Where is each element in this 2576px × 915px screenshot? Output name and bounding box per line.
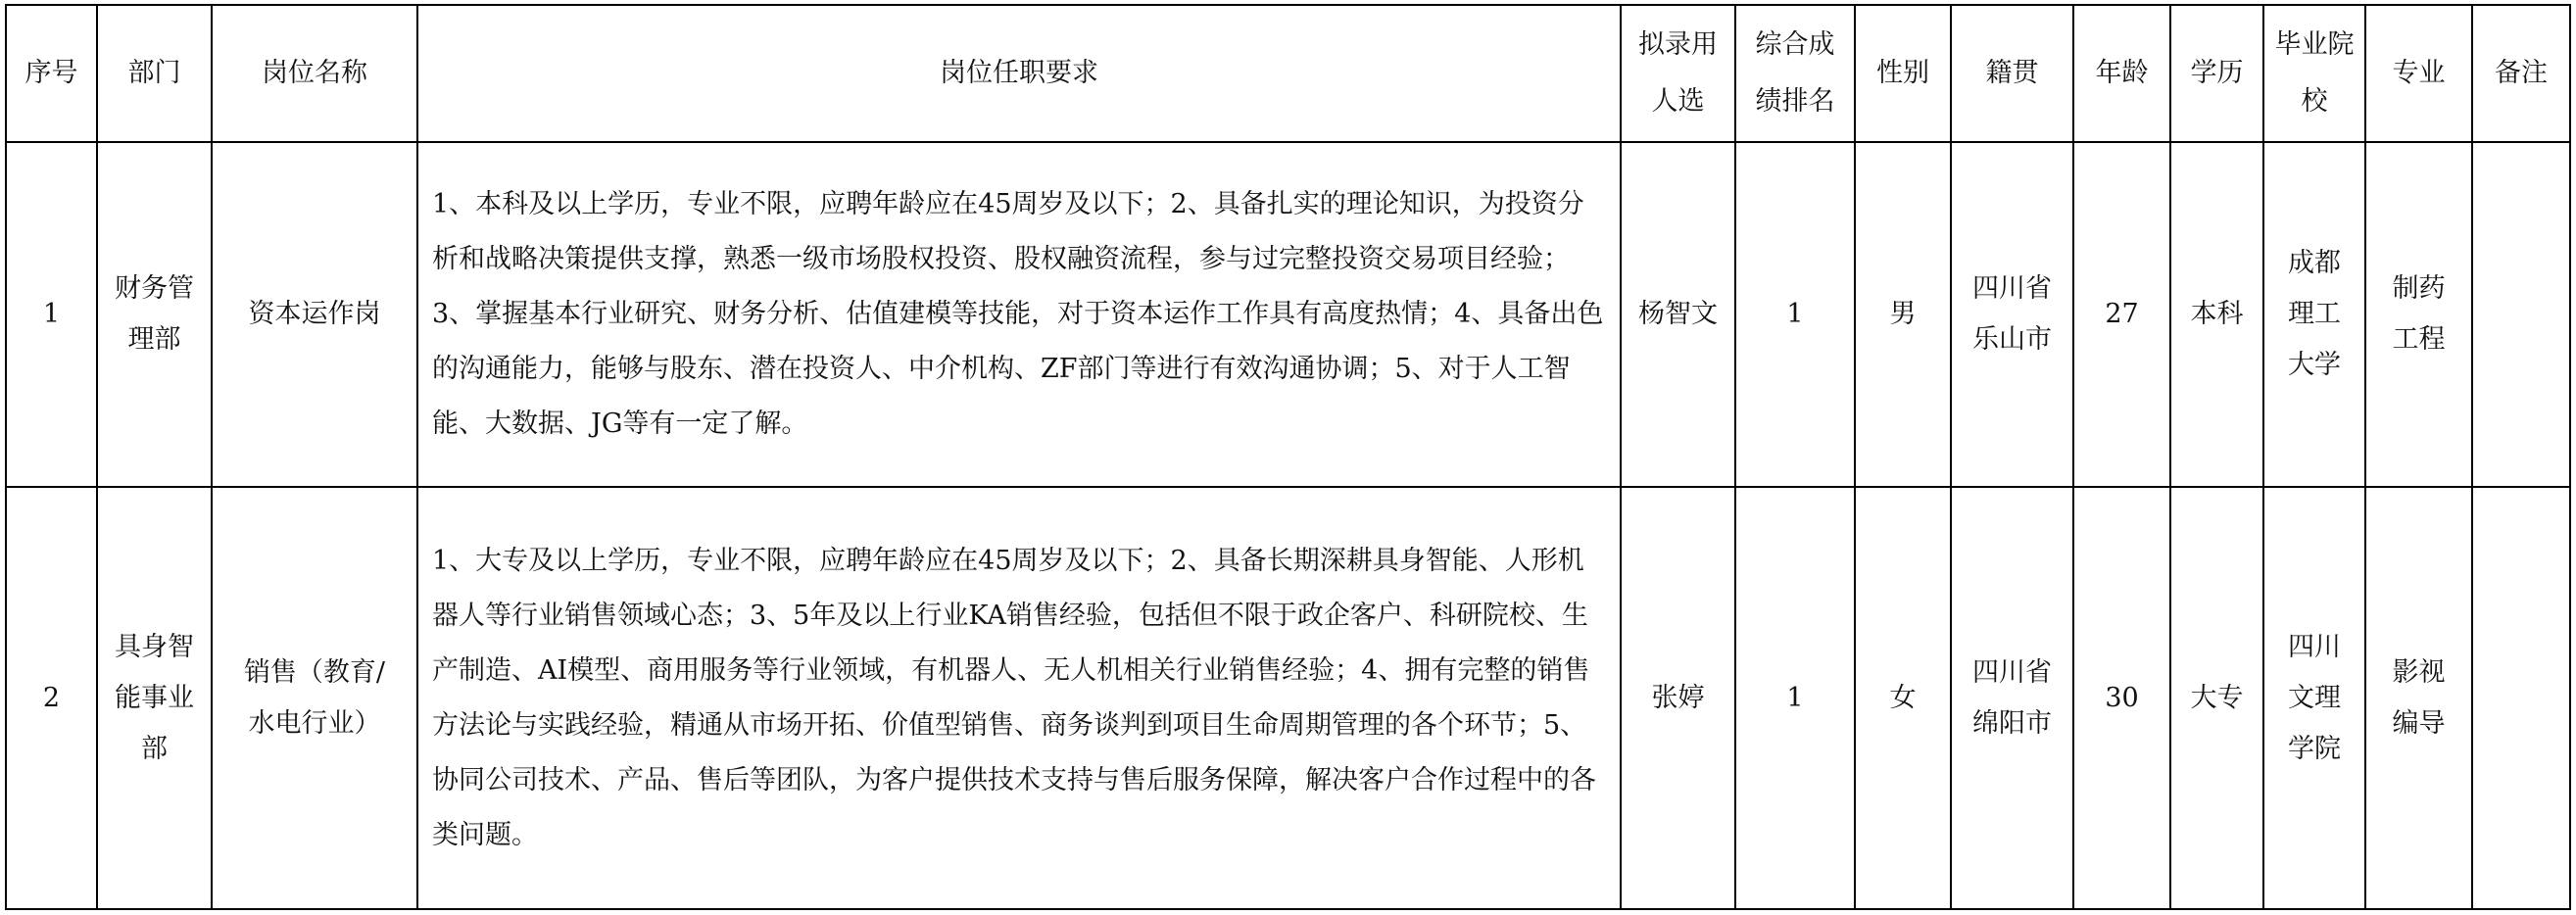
cell-school: 四川 文理 学院 [2263, 487, 2365, 909]
cell-age: 27 [2073, 142, 2170, 487]
cell-age: 30 [2073, 487, 2170, 909]
cell-major: 影视 编导 [2365, 487, 2472, 909]
cell-index: 2 [6, 487, 97, 909]
cell-department: 具身智 能事业 部 [97, 487, 212, 909]
cell-position: 资本运作岗 [212, 142, 417, 487]
header-age: 年龄 [2073, 5, 2170, 142]
header-origin: 籍贯 [1951, 5, 2073, 142]
header-candidate: 拟录用 人选 [1621, 5, 1735, 142]
header-row [6, 5, 2570, 142]
cell-position: 销售（教育/ 水电行业） [212, 487, 417, 909]
header-index: 序号 [6, 5, 97, 142]
cell-index: 1 [6, 142, 97, 487]
cell-remark [2472, 142, 2570, 487]
cell-department: 财务管 理部 [97, 142, 212, 487]
cell-requirements: 1、大专及以上学历，专业不限，应聘年龄应在45周岁及以下；2、具备长期深耕具身智能、人形机器人等行业销售领域心态；3、5年及以上行业KA销售经验，包括但不限于政企客户、科研院校、生产制造、AI模型、商用服务等行业领域，有机器人、无人机相关行业销售经验；4、拥有完整的销售方法论与实践经验，精通从市场开拓、价值型销售、商务谈判到项目生命周期管理的各个环节；5、协同公司技术、产品、售后等团队，为客户提供技术支持与售后服务保障，解决客户合作过程中的各类问题。 [417, 487, 1621, 909]
cell-rank: 1 [1735, 487, 1855, 909]
header-department: 部门 [97, 5, 212, 142]
table-row [6, 142, 2570, 487]
header-remark: 备注 [2472, 5, 2570, 142]
header-gender: 性别 [1855, 5, 1951, 142]
header-position: 岗位名称 [212, 5, 417, 142]
header-school: 毕业院 校 [2263, 5, 2365, 142]
cell-education: 大专 [2170, 487, 2263, 909]
cell-remark [2472, 487, 2570, 909]
cell-rank: 1 [1735, 142, 1855, 487]
cell-major: 制药 工程 [2365, 142, 2472, 487]
header-rank: 综合成 绩排名 [1735, 5, 1855, 142]
cell-gender: 女 [1855, 487, 1951, 909]
header-major: 专业 [2365, 5, 2472, 142]
cell-school: 成都 理工 大学 [2263, 142, 2365, 487]
table-row [6, 487, 2570, 909]
cell-gender: 男 [1855, 142, 1951, 487]
cell-candidate: 张婷 [1621, 487, 1735, 909]
cell-candidate: 杨智文 [1621, 142, 1735, 487]
cell-education: 本科 [2170, 142, 2263, 487]
cell-requirements: 1、本科及以上学历，专业不限，应聘年龄应在45周岁及以下；2、具备扎实的理论知识，为投资分析和战略决策提供支撑，熟悉一级市场股权投资、股权融资流程，参与过完整投资交易项目经验；3、掌握基本行业研究、财务分析、估值建模等技能，对于资本运作工作具有高度热情；4、具备出色的沟通能力，能够与股东、潜在投资人、中介机构、ZF部门等进行有效沟通协调；5、对于人工智能、大数据、JG等有一定了解。 [417, 142, 1621, 487]
cell-origin: 四川省 绵阳市 [1951, 487, 2073, 909]
header-education: 学历 [2170, 5, 2263, 142]
recruitment-table [5, 4, 2571, 910]
cell-origin: 四川省 乐山市 [1951, 142, 2073, 487]
header-requirements: 岗位任职要求 [417, 5, 1621, 142]
